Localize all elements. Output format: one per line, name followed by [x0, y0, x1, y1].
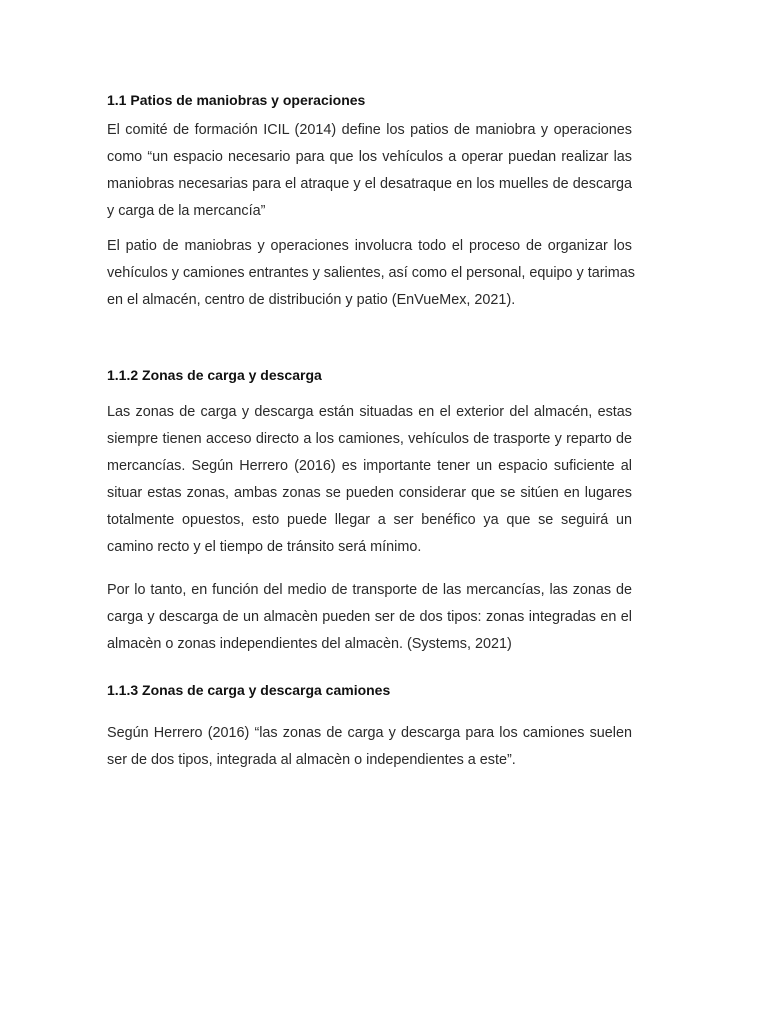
- section-heading-zonas-carga: 1.1.2 Zonas de carga y descarga: [107, 367, 322, 383]
- text-line: en el almacén, centro de distribución y patio (EnVueMex, 2021).: [107, 292, 516, 308]
- section-heading-zonas-camiones: 1.1.3 Zonas de carga y descarga camiones: [107, 682, 391, 698]
- text-line: camino recto y el tiempo de tránsito será mínimo.: [107, 539, 422, 555]
- paragraph-patio-process: [107, 233, 635, 314]
- text-line: Las zonas de carga y descarga están situadas en el exterior del almacén, estas: [107, 404, 632, 420]
- text-line: totalmente opuestos, esto puede llegar a ser benéfico ya que se seguirá un: [107, 512, 632, 528]
- paragraph-camiones-tipos: [107, 720, 632, 774]
- text-line: siempre tienen acceso directo a los camiones, vehículos de trasporte y reparto de: [107, 431, 632, 447]
- text-line: mercancías. Según Herrero (2016) es importante tener un espacio suficiente al: [107, 458, 632, 474]
- text-line: El comité de formación ICIL (2014) define los patios de maniobra y operaciones: [107, 122, 632, 138]
- text-line: almacèn o zonas independientes del almacèn. (Systems, 2021): [107, 636, 512, 652]
- text-line: Según Herrero (2016) “las zonas de carga y descarga para los camiones suelen: [107, 725, 632, 741]
- text-line: ser de dos tipos, integrada al almacèn o independientes a este”.: [107, 752, 516, 768]
- text-line: vehículos y camiones entrantes y salientes, así como el personal, equipo y tarimas: [107, 265, 635, 281]
- text-line: Por lo tanto, en función del medio de transporte de las mercancías, las zonas de: [107, 582, 632, 598]
- text-line: maniobras necesarias para el atraque y el desatraque en los muelles de descarga: [107, 176, 632, 192]
- section-heading-patios: 1.1 Patios de maniobras y operaciones: [107, 92, 366, 108]
- text-line: carga y descarga de un almacèn pueden ser de dos tipos: zonas integradas en el: [107, 609, 632, 625]
- text-line: situar estas zonas, ambas zonas se pueden considerar que se sitúen en lugares: [107, 485, 632, 501]
- text-line: y carga de la mercancía”: [107, 203, 266, 219]
- paragraph-zonas-exterior: [107, 399, 632, 561]
- paragraph-zonas-tipos: [107, 577, 632, 658]
- text-line: como “un espacio necesario para que los vehículos a operar puedan realizar las: [107, 149, 632, 165]
- text-line: El patio de maniobras y operaciones involucra todo el proceso de organizar los: [107, 238, 632, 254]
- paragraph-icil-definition: [107, 117, 632, 225]
